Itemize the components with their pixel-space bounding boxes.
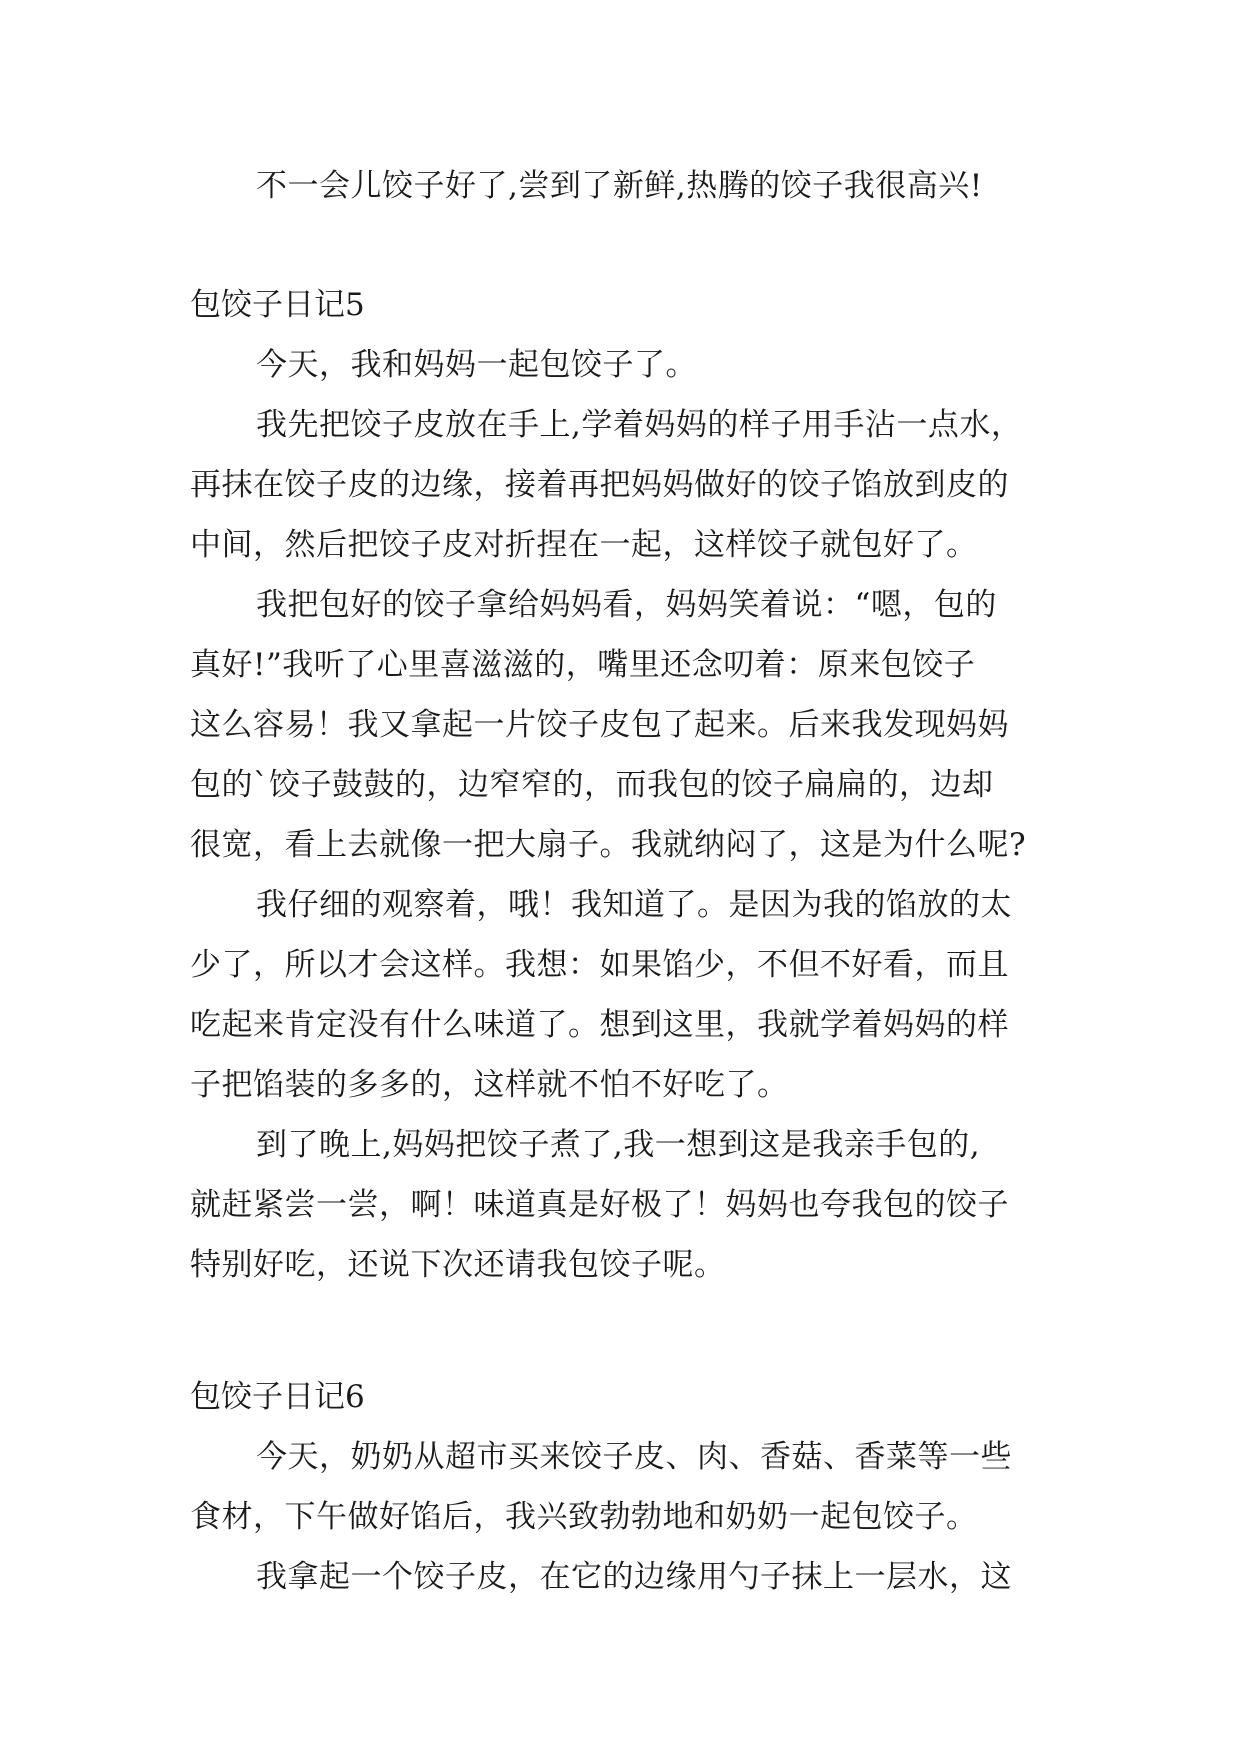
paragraph-line: 我把包好的饺子拿给妈妈看，妈妈笑着说：“嗯，包的 <box>256 587 997 623</box>
section-title-6: 包饺子日记6 <box>190 1379 365 1415</box>
paragraph-line: 今天，奶奶从超市买来饺子皮、肉、香菇、香菜等一些 <box>256 1439 1012 1475</box>
paragraph-line: 我先把饺子皮放在手上,学着妈妈的样子用手沾一点水， <box>256 407 1023 443</box>
paragraph-line: 不一会儿饺子好了,尝到了新鲜,热腾的饺子我很高兴! <box>256 168 983 204</box>
paragraph-line: 我仔细的观察着，哦！我知道了。是因为我的馅放的太 <box>256 887 1012 923</box>
paragraph-line: 食材，下午做好馅后，我兴致勃勃地和奶奶一起包饺子。 <box>190 1499 978 1535</box>
paragraph-line: 特别好吃，还说下次还请我包饺子呢。 <box>190 1247 726 1283</box>
paragraph-line: 再抹在饺子皮的边缘，接着再把妈妈做好的饺子馅放到皮的 <box>190 467 1009 503</box>
section-gap <box>190 1295 1060 1367</box>
document-body <box>190 156 1060 1607</box>
paragraph-line: 很宽，看上去就像一把大扇子。我就纳闷了，这是为什么呢? <box>190 827 1027 863</box>
paragraph-line: 中间，然后把饺子皮对折捏在一起，这样饺子就包好了。 <box>190 527 978 563</box>
paragraph-line: 真好!”我听了心里喜滋滋的，嘴里还念叨着：原来包饺子 <box>190 647 976 683</box>
paragraph-line: 少了，所以才会这样。我想：如果馅少，不但不好看，而且 <box>190 947 1009 983</box>
paragraph-line: 我拿起一个饺子皮，在它的边缘用勺子抹上一层水，这 <box>256 1559 1012 1595</box>
paragraph-line: 到了晚上,妈妈把饺子煮了,我一想到这是我亲手包的, <box>256 1127 981 1163</box>
paragraph-line: 这么容易！我又拿起一片饺子皮包了起来。后来我发现妈妈 <box>190 707 1009 743</box>
paragraph-line: 子把馅装的多多的，这样就不怕不好吃了。 <box>190 1067 789 1103</box>
paragraph-line: 就赶紧尝一尝，啊！味道真是好极了！妈妈也夸我包的饺子 <box>190 1187 1009 1223</box>
paragraph-line: 包的`饺子鼓鼓的，边窄窄的，而我包的饺子扁扁的，边却 <box>190 767 994 803</box>
paragraph-line: 今天，我和妈妈一起包饺子了。 <box>256 347 697 383</box>
section-title-5: 包饺子日记5 <box>190 287 365 323</box>
paragraph-line: 吃起来肯定没有什么味道了。想到这里，我就学着妈妈的样 <box>190 1007 1009 1043</box>
section-gap <box>190 216 1060 275</box>
